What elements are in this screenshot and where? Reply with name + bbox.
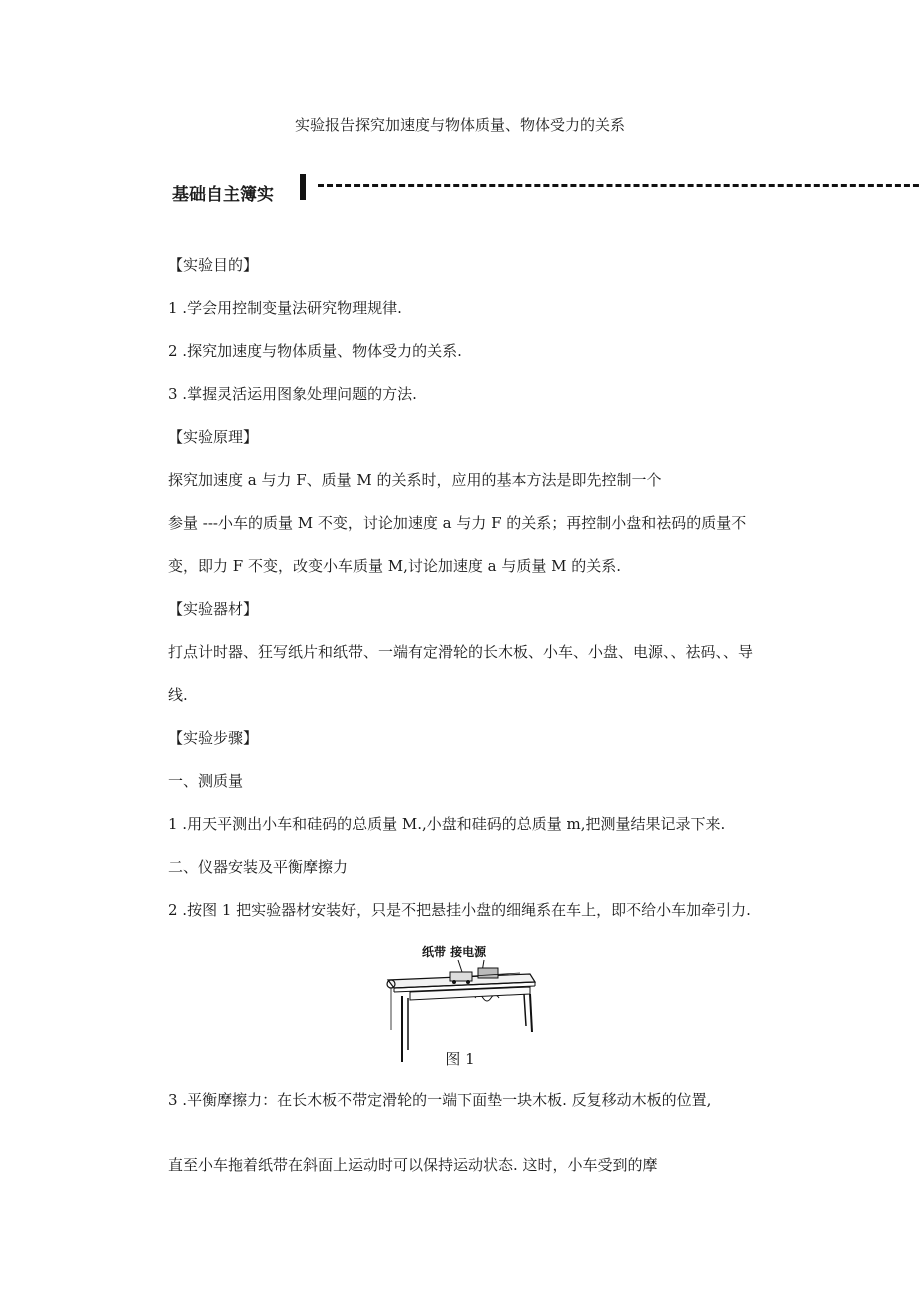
- figure-1-caption: 图 1: [445, 1050, 475, 1068]
- principle-line-1: 探究加速度 a 与力 F、质量 M 的关系时，应用的基本方法是即先控制一个: [168, 471, 662, 489]
- steps-subheading-2: 二、仪器安装及平衡摩擦力: [168, 858, 349, 876]
- heading-steps: 【实验步骤】: [168, 729, 259, 747]
- figure-top-label: 纸带 接电源: [422, 945, 487, 959]
- step-3-line-2: 直至小车拖着纸带在斜面上运动时可以保持运动状态. 这时，小车受到的摩: [168, 1156, 658, 1174]
- purpose-item-3: 3 .掌握灵活运用图象处理问题的方法.: [168, 385, 417, 403]
- banner-dashed-rule: [318, 184, 920, 187]
- equipment-line-1: 打点计时器、狂写纸片和纸带、一端有定滑轮的长木板、小车、小盘、电源、、祛码、、导: [168, 643, 754, 661]
- heading-principle: 【实验原理】: [168, 428, 259, 446]
- banner-bar: [300, 174, 306, 200]
- steps-subheading-1: 一、测质量: [168, 772, 244, 790]
- step-3-line-1: 3 .平衡摩擦力：在长木板不带定滑轮的一端下面垫一块木板. 反复移动木板的位置,: [168, 1091, 712, 1109]
- document-title: 实验报告探究加速度与物体质量、物体受力的关系: [294, 116, 625, 134]
- step-1: 1 .用天平测出小车和硅码的总质量 M.,小盘和硅码的总质量 m,把测量结果记录下来.: [168, 815, 726, 833]
- heading-equipment: 【实验器材】: [168, 600, 259, 618]
- equipment-line-2: 线.: [168, 686, 188, 704]
- purpose-item-1: 1 .学会用控制变量法研究物理规律.: [168, 299, 402, 317]
- heading-purpose: 【实验目的】: [168, 256, 259, 274]
- principle-line-2: 参量 ---小车的质量 M 不变，讨论加速度 a 与力 F 的关系；再控制小盘和祛码的质量不: [168, 514, 747, 532]
- principle-line-3: 变，即力 F 不变，改变小车质量 M,讨论加速度 a 与质量 M 的关系.: [168, 557, 621, 575]
- banner-title: 基础自主簿实: [172, 185, 274, 205]
- purpose-item-2: 2 .探究加速度与物体质量、物体受力的关系.: [168, 342, 462, 360]
- step-2: 2 .按图 1 把实验器材安装好，只是不把悬挂小盘的细绳系在车上，即不给小车加牵引力.: [168, 901, 751, 919]
